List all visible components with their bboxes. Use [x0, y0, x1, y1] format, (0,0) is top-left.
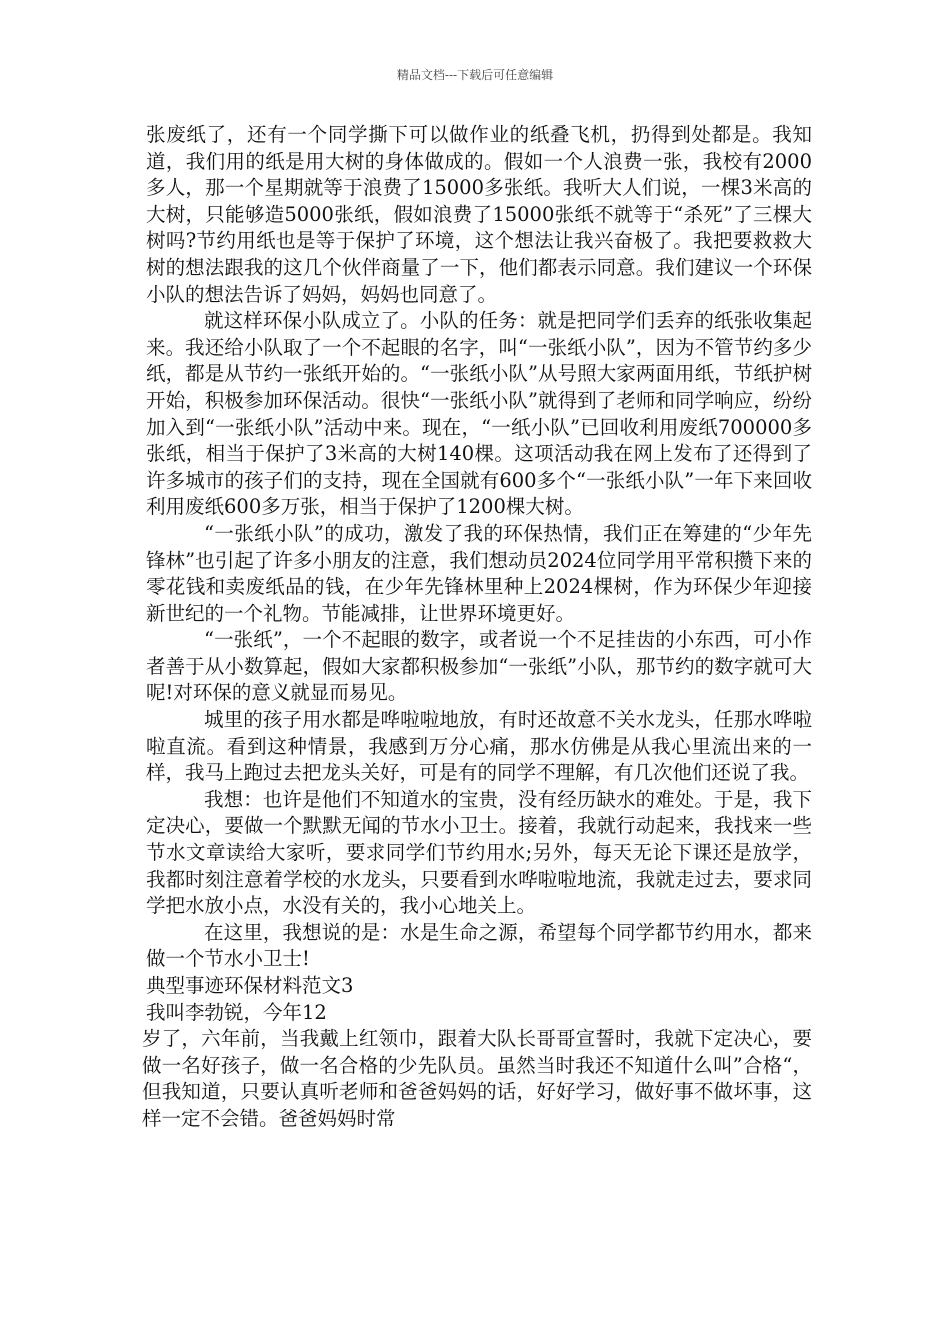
paragraph: 就这样环保小队成立了。小队的任务：就是把同学们丢弃的纸张收集起来。我还给小队取了一个不起眼的名字，叫“一张纸小队”，因为不管节约多少纸，都是从节约一张纸开始的。“一张纸小队”从号照大家两面用纸，节纸护树开始，积极参加环保活动。很快“一张纸小队”就得到了老师和同学响应，纷纷加入到“一张纸小队”活动中来。现在，“一纸小队”已回收利用废纸700000多张纸，相当于保护了3米高的大树140棵。这项活动我在网上发布了还得到了许多城市的孩子们的支持，现在全国就有600多个“一张纸小队”一年下来回收利用废纸600多万张，相当于保护了1200棵大树。 — [146, 309, 812, 519]
paragraph: 岁了，六年前，当我戴上红领巾，跟着大队长哥哥宣誓时，我就下定决心，要做一名好孩子，做一名合格的少先队员。虽然当时我还不知道什么叫”合格“，但我知道，只要认真听老师和爸爸妈妈的话，好好学习，做好事不做坏事，这样一定不会错。爸爸妈妈时常 — [142, 1027, 812, 1130]
paragraph: 张废纸了，还有一个同学撕下可以做作业的纸叠飞机，扔得到处都是。我知道，我们用的纸是用大树的身体做成的。假如一个人浪费一张，我校有2000多人，那一个星期就等于浪费了15000多张纸。我听大人们说，一棵3米高的大树，只能够造5000张纸，假如浪费了15000张纸不就等于“杀死”了三棵大树吗?节约用纸也是等于保护了环境，这个想法让我兴奋极了。我把要救救大树的想法跟我的这几个伙伴商量了一下，他们都表示同意。我们建议一个环保小队的想法告诉了妈妈，妈妈也同意了。 — [146, 123, 812, 306]
paragraph: 我想：也许是他们不知道水的宝贵，没有经历缺水的难处。于是，我下定决心，要做一个默默无闻的节水小卫士。接着，我就行动起来，我找来一些节水文章读给大家听，要求同学们节约用水;另外，每天无论下课还是放学，我都时刻注意着学校的水龙头，只要看到水哗啦啦地流，我就走过去，要求同学把水放小点，水没有关的，我小心地关上。 — [146, 787, 812, 918]
paragraph: 在这里，我想说的是：水是生命之源，希望每个同学都节约用水，都来做一个节水小卫士! — [146, 920, 812, 971]
paragraph: 我叫李勃锐，今年12 — [146, 1000, 327, 1024]
body-text — [142, 122, 812, 1133]
paragraph: “一张纸”，一个不起眼的数字，或者说一个不足挂齿的小东西，可小作者善于从小数算起，假如大家都积极参加“一张纸”小队，那节约的数字就可大呢!对环保的意义就显而易见。 — [146, 628, 812, 705]
section-title: 典型事迹环保材料范文3 — [146, 974, 354, 997]
page-header: 精品文档---下载后可任意编辑 — [396, 68, 554, 82]
paragraph: 城里的孩子用水都是哗啦啦地放，有时还故意不关水龙头，任那水哗啦啦直流。看到这种情景，我感到万分心痛，那水仿佛是从我心里流出来的一样，我马上跑过去把龙头关好，可是有的同学不理解，有几次他们还说了我。 — [146, 708, 812, 785]
paragraph: “一张纸小队”的成功，激发了我的环保热情，我们正在筹建的“少年先锋林”也引起了许多小朋友的注意，我们想动员2024位同学用平常积攒下来的零花钱和卖废纸品的钱，在少年先锋林里种上2024棵树，作为环保少年迎接新世纪的一个礼物。节能减排，让世界环境更好。 — [146, 521, 812, 625]
